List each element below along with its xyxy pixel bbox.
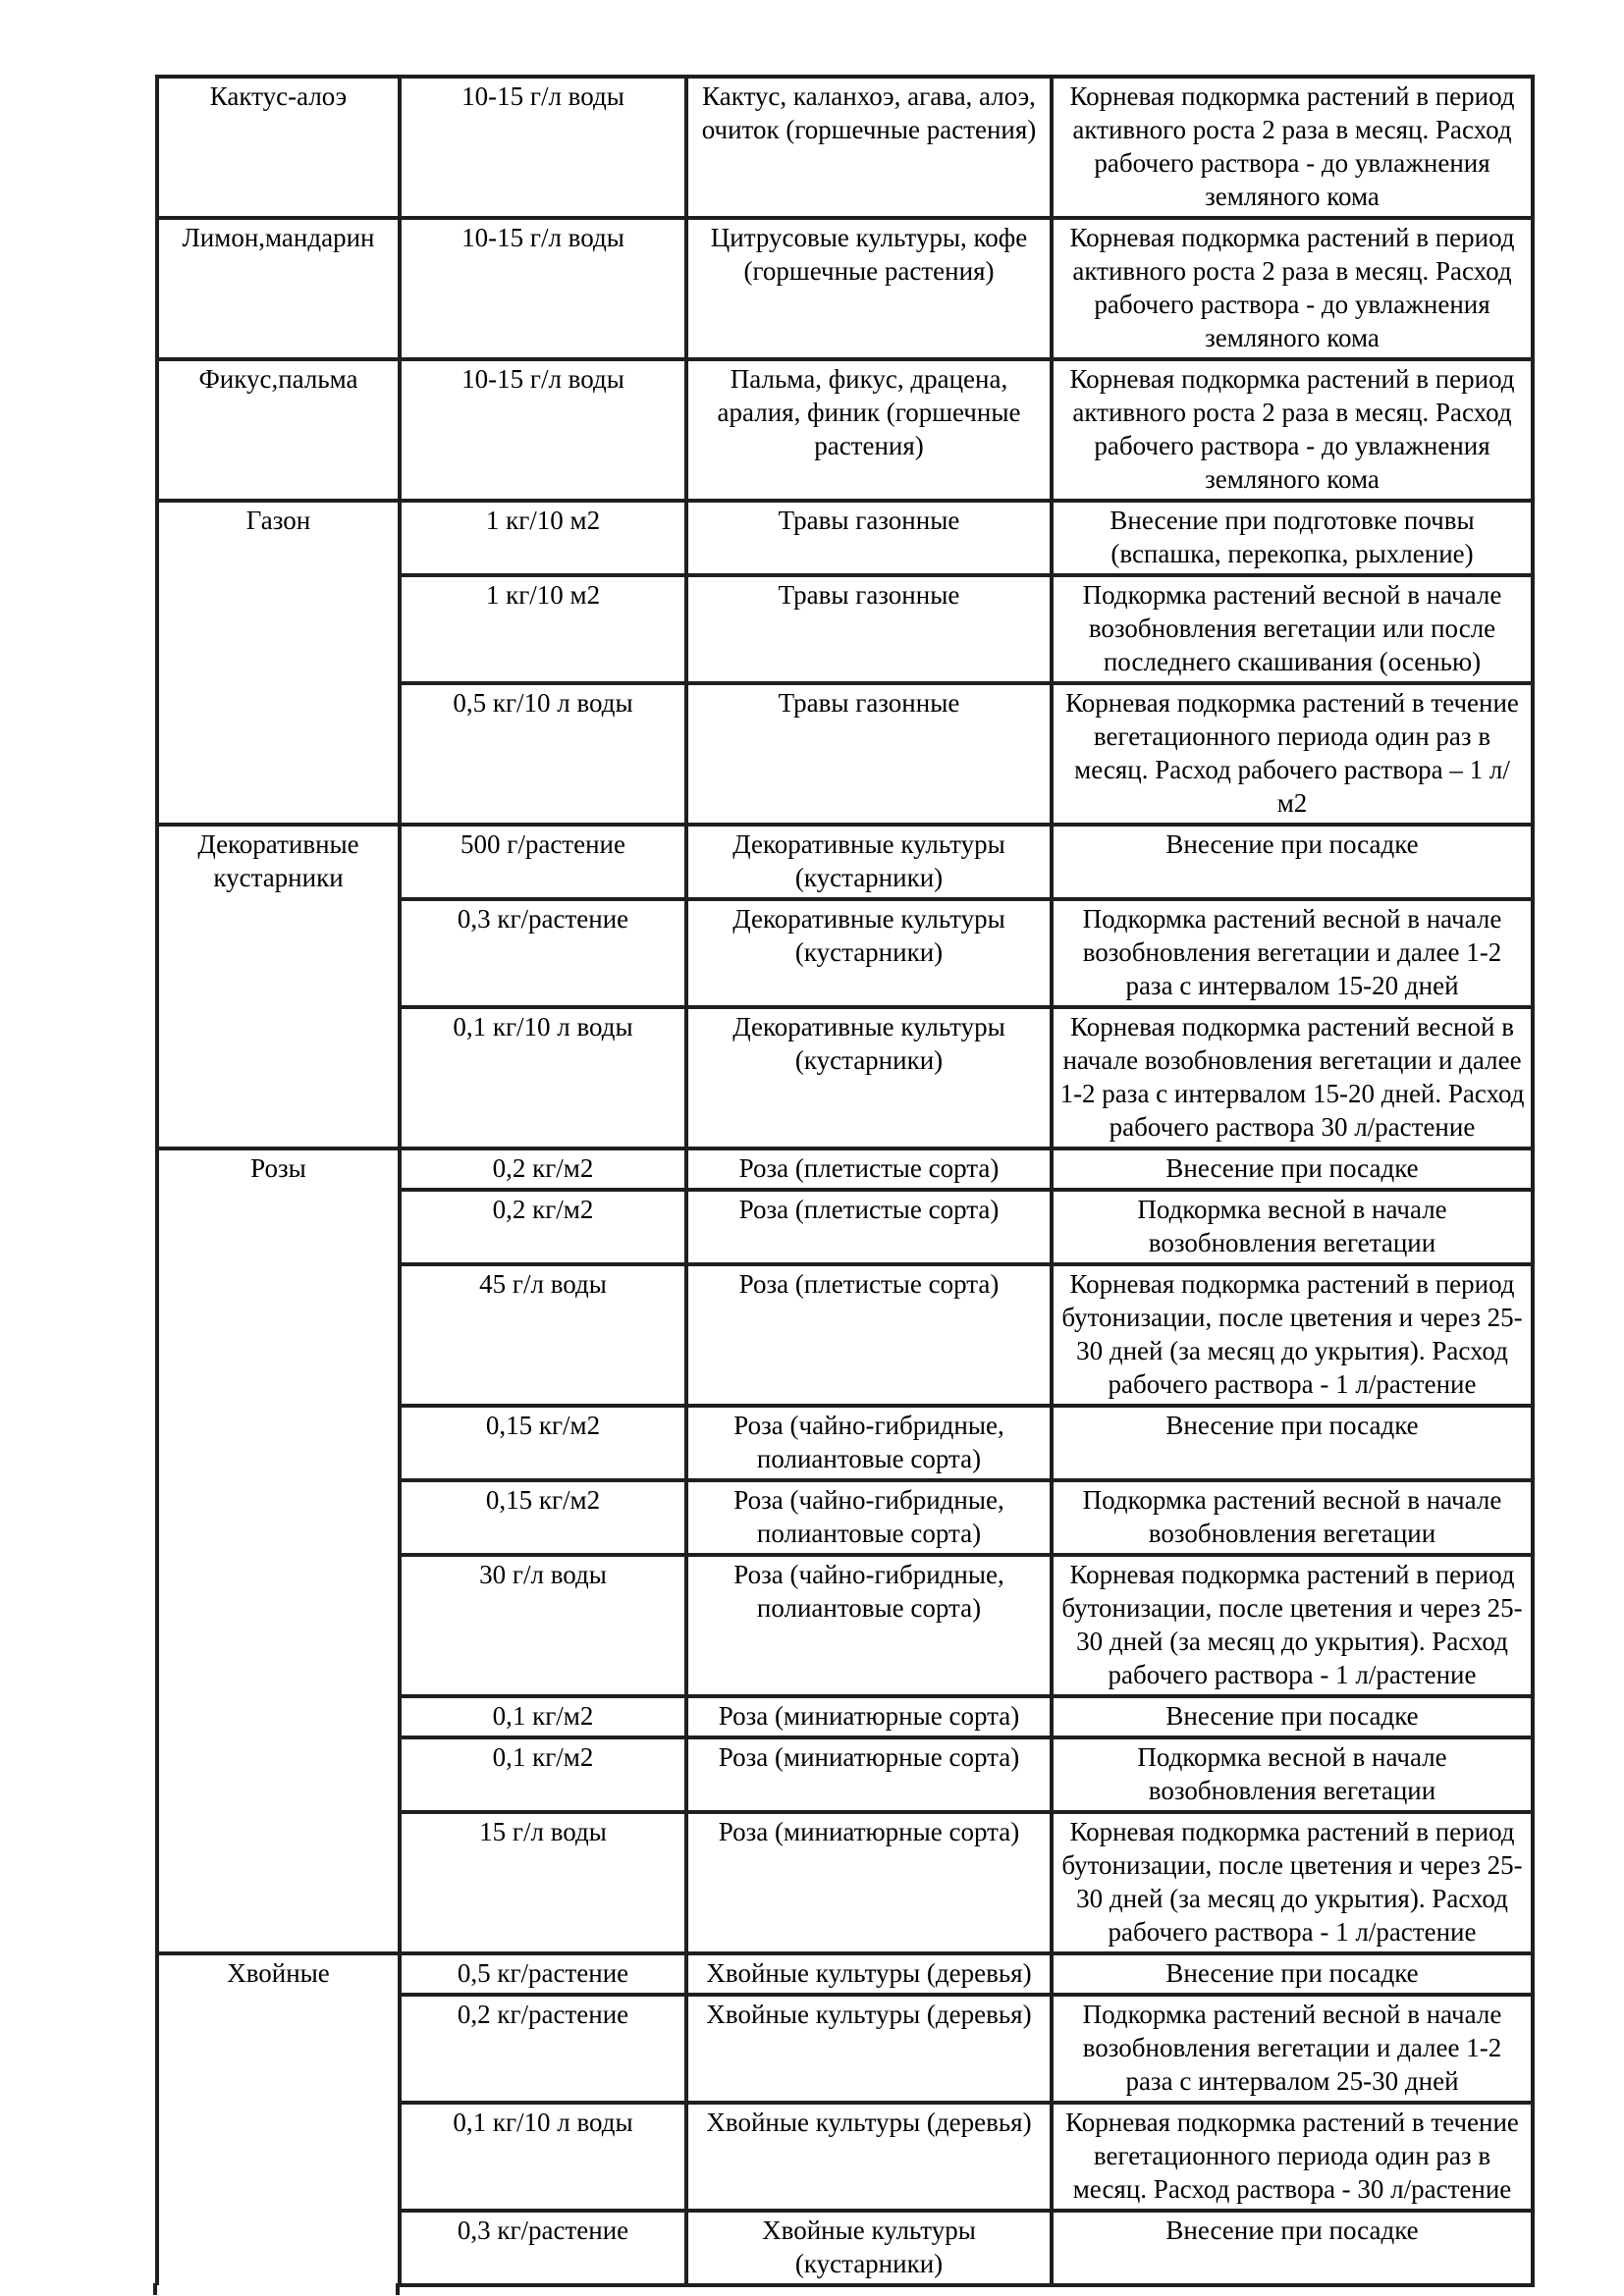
dose-cell: 0,1 кг/10 л воды xyxy=(400,2103,686,2211)
application-cell: Подкормка весной в начале возобновления вегетации xyxy=(1052,1190,1533,1264)
application-cell: Подкормка весной в начале возобновления вегетации xyxy=(1052,1737,1533,1812)
crops-cell: Роза (плетистые сорта) xyxy=(686,1264,1052,1406)
dose-cell: 0,2 кг/м2 xyxy=(400,1190,686,1264)
crops-cell: Хвойные культуры (деревья) xyxy=(686,1995,1052,2103)
dose-cell: 10-15 г/л воды xyxy=(400,218,686,359)
application-cell: Корневая подкормка растений в период активного роста 2 раза в месяц. Расход рабочего раствора - до увлажнения земляного кома xyxy=(1052,359,1533,501)
dose-cell: 0,3 кг/растение xyxy=(400,899,686,1007)
dose-cell: 500 г/растение xyxy=(400,825,686,899)
application-cell: Внесение при посадке xyxy=(1052,1696,1533,1737)
table-row xyxy=(157,359,1533,501)
application-cell: Подкормка растений весной в начале возобновления вегетации и далее 1-2 раза с интервалом 15-20 дней xyxy=(1052,899,1533,1007)
table-row xyxy=(157,501,1533,575)
table-row xyxy=(157,218,1533,359)
application-cell: Внесение при посадке xyxy=(1052,1406,1533,1480)
application-cell: Корневая подкормка растений в период бутонизации, после цветения и через 25-30 дней (за месяц до укрытия). Расход рабочего раствора - 1 л/растение xyxy=(1052,1555,1533,1696)
fertilizer-table xyxy=(155,75,1535,2287)
application-cell: Подкормка растений весной в начале возобновления вегетации xyxy=(1052,1480,1533,1555)
fertilizer-table-body xyxy=(157,77,1533,2285)
dose-cell: 0,2 кг/м2 xyxy=(400,1148,686,1190)
page-break-border-stub-left xyxy=(153,2283,157,2295)
crops-cell: Травы газонные xyxy=(686,501,1052,575)
dose-cell: 0,5 кг/10 л воды xyxy=(400,683,686,825)
application-cell: Внесение при посадке xyxy=(1052,1953,1533,1995)
application-cell: Внесение при посадке xyxy=(1052,825,1533,899)
table-row xyxy=(157,1148,1533,1190)
dose-cell: 0,1 кг/10 л воды xyxy=(400,1007,686,1148)
culture-cell: Хвойные xyxy=(157,1953,400,2285)
application-cell: Внесение при посадке xyxy=(1052,2211,1533,2285)
crops-cell: Травы газонные xyxy=(686,575,1052,683)
crops-cell: Роза (плетистые сорта) xyxy=(686,1148,1052,1190)
crops-cell: Декоративные культуры (кустарники) xyxy=(686,825,1052,899)
application-cell: Корневая подкормка растений в течение вегетационного периода один раз в месяц. Расход раствора - 30 л/растение xyxy=(1052,2103,1533,2211)
dose-cell: 1 кг/10 м2 xyxy=(400,501,686,575)
dose-cell: 0,5 кг/растение xyxy=(400,1953,686,1995)
fertilizer-table-container xyxy=(155,75,1535,2287)
crops-cell: Декоративные культуры (кустарники) xyxy=(686,899,1052,1007)
dose-cell: 10-15 г/л воды xyxy=(400,359,686,501)
application-cell: Корневая подкормка растений весной в начале возобновления вегетации и далее 1-2 раза с интервалом 15-20 дней. Расход рабочего раствора 30 л/растение xyxy=(1052,1007,1533,1148)
dose-cell: 0,3 кг/растение xyxy=(400,2211,686,2285)
page-break-border-stub-col1 xyxy=(396,2283,400,2295)
crops-cell: Кактус, каланхоэ, агава, алоэ, очиток (горшечные растения) xyxy=(686,77,1052,218)
culture-cell: Кактус-алоэ xyxy=(157,77,400,218)
crops-cell: Хвойные культуры (деревья) xyxy=(686,1953,1052,1995)
table-row xyxy=(157,77,1533,218)
culture-cell: Декоративные кустарники xyxy=(157,825,400,1148)
crops-cell: Травы газонные xyxy=(686,683,1052,825)
crops-cell: Роза (плетистые сорта) xyxy=(686,1190,1052,1264)
application-cell: Корневая подкормка растений в период бутонизации, после цветения и через 25-30 дней (за месяц до укрытия). Расход рабочего раствора - 1 л/растение xyxy=(1052,1812,1533,1953)
crops-cell: Хвойные культуры (кустарники) xyxy=(686,2211,1052,2285)
dose-cell: 0,1 кг/м2 xyxy=(400,1696,686,1737)
application-cell: Корневая подкормка растений в течение вегетационного периода один раз в месяц. Расход рабочего раствора – 1 л/м2 xyxy=(1052,683,1533,825)
dose-cell: 45 г/л воды xyxy=(400,1264,686,1406)
crops-cell: Роза (миниатюрные сорта) xyxy=(686,1737,1052,1812)
application-cell: Подкормка растений весной в начале возобновления вегетации или после последнего скашивания (осенью) xyxy=(1052,575,1533,683)
crops-cell: Роза (чайно-гибридные, полиантовые сорта) xyxy=(686,1406,1052,1480)
application-cell: Внесение при посадке xyxy=(1052,1148,1533,1190)
dose-cell: 0,15 кг/м2 xyxy=(400,1406,686,1480)
table-row xyxy=(157,1953,1533,1995)
culture-cell: Розы xyxy=(157,1148,400,1953)
dose-cell: 1 кг/10 м2 xyxy=(400,575,686,683)
table-row xyxy=(157,825,1533,899)
dose-cell: 0,15 кг/м2 xyxy=(400,1480,686,1555)
crops-cell: Декоративные культуры (кустарники) xyxy=(686,1007,1052,1148)
dose-cell: 30 г/л воды xyxy=(400,1555,686,1696)
dose-cell: 0,2 кг/растение xyxy=(400,1995,686,2103)
culture-cell: Лимон,мандарин xyxy=(157,218,400,359)
application-cell: Внесение при подготовке почвы (вспашка, перекопка, рыхление) xyxy=(1052,501,1533,575)
application-cell: Подкормка растений весной в начале возобновления вегетации и далее 1-2 раза с интервалом 25-30 дней xyxy=(1052,1995,1533,2103)
dose-cell: 15 г/л воды xyxy=(400,1812,686,1953)
crops-cell: Роза (чайно-гибридные, полиантовые сорта) xyxy=(686,1480,1052,1555)
crops-cell: Роза (чайно-гибридные, полиантовые сорта) xyxy=(686,1555,1052,1696)
crops-cell: Пальма, фикус, драцена, аралия, финик (горшечные растения) xyxy=(686,359,1052,501)
crops-cell: Цитрусовые культуры, кофе (горшечные растения) xyxy=(686,218,1052,359)
crops-cell: Роза (миниатюрные сорта) xyxy=(686,1812,1052,1953)
culture-cell: Фикус,пальма xyxy=(157,359,400,501)
dose-cell: 10-15 г/л воды xyxy=(400,77,686,218)
crops-cell: Хвойные культуры (деревья) xyxy=(686,2103,1052,2211)
dose-cell: 0,1 кг/м2 xyxy=(400,1737,686,1812)
crops-cell: Роза (миниатюрные сорта) xyxy=(686,1696,1052,1737)
culture-cell: Газон xyxy=(157,501,400,825)
application-cell: Корневая подкормка растений в период активного роста 2 раза в месяц. Расход рабочего раствора - до увлажнения земляного кома xyxy=(1052,218,1533,359)
application-cell: Корневая подкормка растений в период активного роста 2 раза в месяц. Расход рабочего раствора - до увлажнения земляного кома xyxy=(1052,77,1533,218)
application-cell: Корневая подкормка растений в период бутонизации, после цветения и через 25-30 дней (за месяц до укрытия). Расход рабочего раствора - 1 л/растение xyxy=(1052,1264,1533,1406)
